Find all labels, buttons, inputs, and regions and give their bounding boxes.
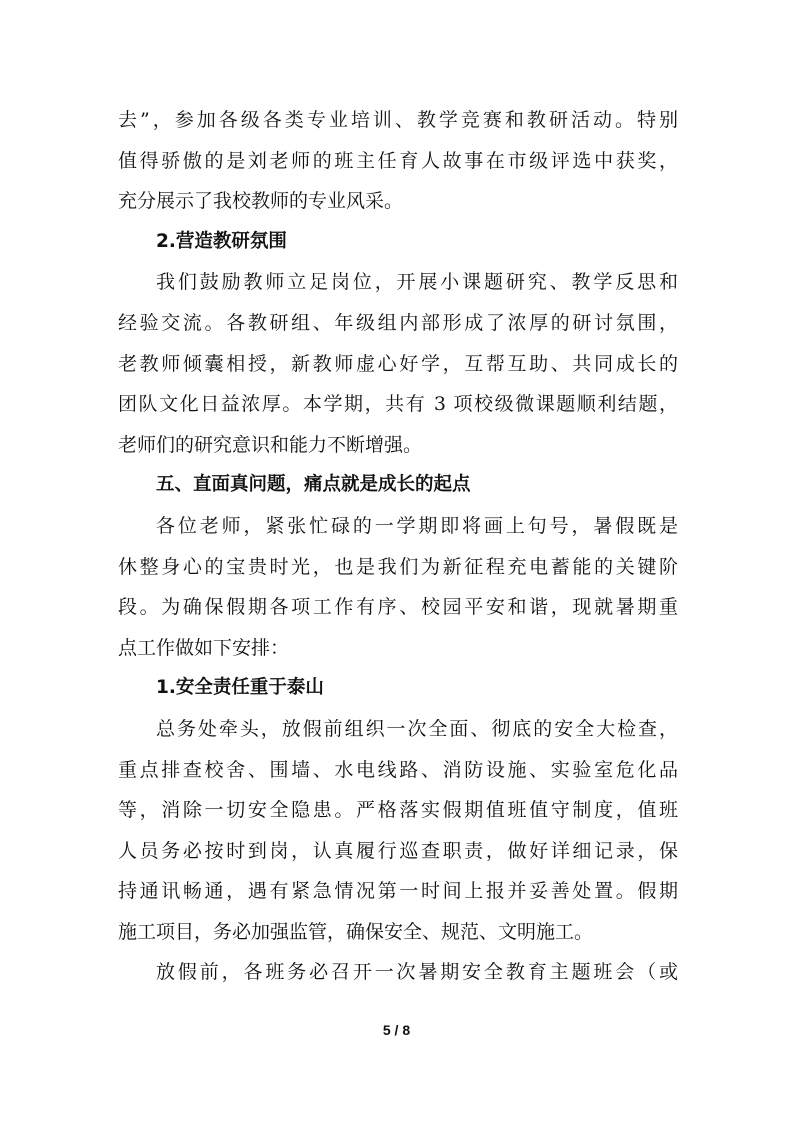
body-line: 我们鼓励教师立足岗位，开展小课题研究、教学反思和 <box>156 271 678 294</box>
body-line: 总务处牵头，放假前组织一次全面、彻底的安全大检查， <box>156 717 678 740</box>
body-line: 休整身心的宝贵时光，也是我们为新征程充电蓄能的关键阶 <box>118 555 678 578</box>
body-line: 点工作做如下安排： <box>118 636 290 659</box>
page-number: 5 / 8 <box>382 1022 411 1038</box>
body-line: 持通讯畅通，遇有紧急情况第一时间上报并妥善处置。假期 <box>118 880 678 903</box>
body-line: 老师们的研究意识和能力不断增强。 <box>118 433 423 456</box>
section-heading: 1.安全责任重于泰山 <box>156 677 324 699</box>
body-line: 放假前，各班务必召开一次暑期安全教育主题班会（或 <box>156 961 678 984</box>
body-line: 段。为确保假期各项工作有序、校园平安和谐，现就暑期重 <box>118 596 678 619</box>
body-line: 团队文化日益浓厚。本学期，共有 3 项校级微课题顺利结题， <box>118 393 678 416</box>
body-line: 经验交流。各教研组、年级组内部形成了浓厚的研讨氛围， <box>118 311 678 334</box>
body-line: 施工项目，务必加强监管，确保安全、规范、文明施工。 <box>118 920 594 943</box>
body-line: 去”，参加各级各类专业培训、教学竞赛和教研活动。特别 <box>118 109 678 131</box>
chapter-heading: 五、直面真问题，痛点就是成长的起点 <box>156 474 471 496</box>
body-line: 人员务必按时到岗，认真履行巡查职责，做好详细记录，保 <box>118 839 678 862</box>
document-body <box>118 100 678 993</box>
body-line: 老教师倾囊相授，新教师虚心好学，互帮互助、共同成长的 <box>118 352 678 375</box>
body-line: 重点排查校舍、围墙、水电线路、消防设施、实验室危化品 <box>118 758 678 781</box>
body-line: 充分展示了我校教师的专业风采。 <box>118 190 404 213</box>
body-line: 等，消除一切安全隐患。严格落实假期值班值守制度，值班 <box>118 799 678 822</box>
section-heading: 2.营造教研氛围 <box>156 230 287 252</box>
body-line: 各位老师，紧张忙碌的一学期即将画上句号，暑假既是 <box>156 514 678 537</box>
body-line: 值得骄傲的是刘老师的班主任育人故事在市级评选中获奖， <box>118 149 678 172</box>
